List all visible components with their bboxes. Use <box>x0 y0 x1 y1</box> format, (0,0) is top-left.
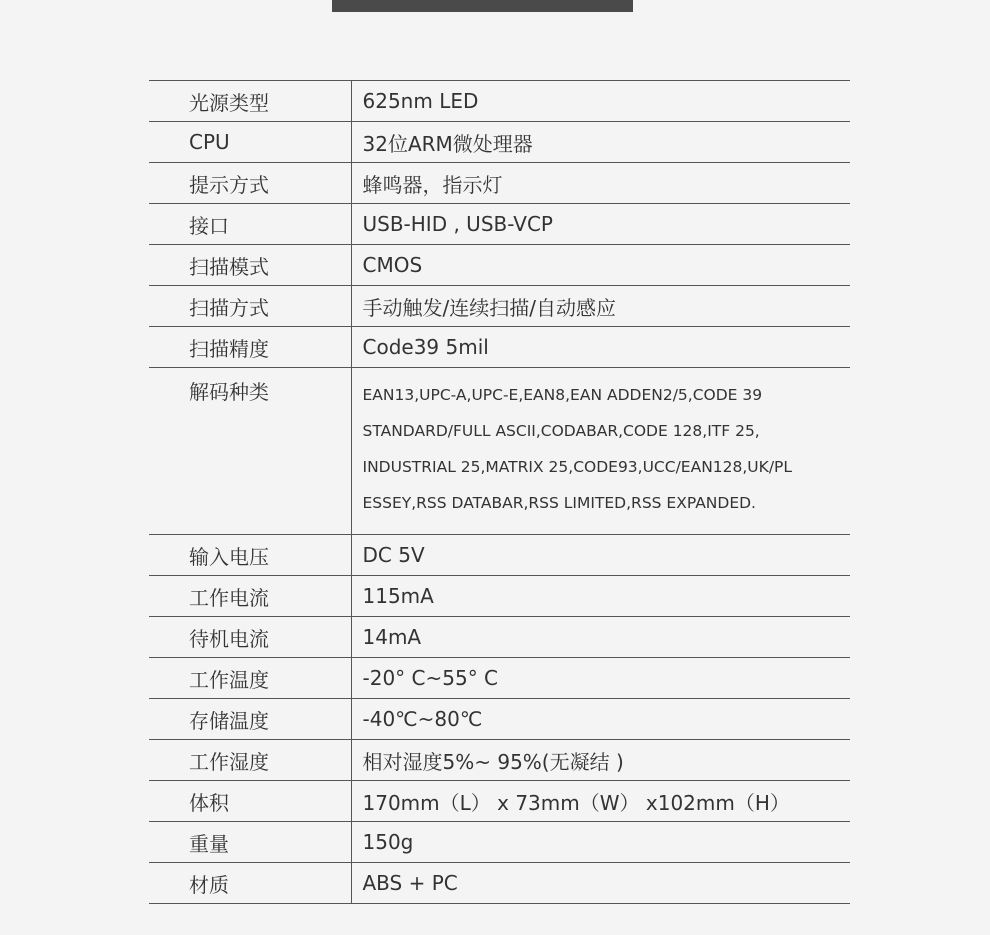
spec-value: 115mA <box>362 584 434 608</box>
spec-row-scan-method <box>149 286 850 327</box>
spec-row-working-current <box>149 576 850 617</box>
spec-value-decode-list <box>351 368 850 535</box>
spec-label: 重量 <box>149 822 351 863</box>
spec-value: 170mm（L） x 73mm（W） x102mm（H） <box>362 790 790 815</box>
decode-types-line: STANDARD/FULL ASCII,CODABAR,CODE 128,ITF 25, <box>362 422 760 440</box>
spec-label: 体积 <box>149 781 351 822</box>
spec-row-light-source <box>149 81 850 122</box>
spec-row-dimensions <box>149 781 850 822</box>
spec-row-storage-temperature <box>149 699 850 740</box>
spec-value: 相对湿度5%~ 95%(无凝结 ) <box>362 749 624 774</box>
spec-row-scan-precision <box>149 327 850 368</box>
spec-label: 解码种类 <box>149 368 351 535</box>
spec-row-input-voltage <box>149 535 850 576</box>
decode-types-line: EAN13,UPC-A,UPC-E,EAN8,EAN ADDEN2/5,CODE 39 <box>362 386 763 404</box>
spec-label: CPU <box>149 122 351 163</box>
spec-row-material <box>149 863 850 904</box>
decode-types-line: INDUSTRIAL 25,MATRIX 25,CODE93,UCC/EAN128,UK/PL <box>362 458 793 476</box>
spec-value: 150g <box>362 830 414 854</box>
spec-value: -40℃~80℃ <box>362 707 483 731</box>
spec-label: 输入电压 <box>149 535 351 576</box>
spec-label: 光源类型 <box>149 81 351 122</box>
spec-row-cpu <box>149 122 850 163</box>
spec-row-weight <box>149 822 850 863</box>
spec-value: ABS + PC <box>362 871 458 895</box>
spec-label: 工作温度 <box>149 658 351 699</box>
spec-row-standby-current <box>149 617 850 658</box>
spec-value: 手动触发/连续扫描/自动感应 <box>362 295 616 320</box>
spec-value: -20° C~55° C <box>362 666 499 690</box>
spec-value: 蜂鸣器，指示灯 <box>362 172 503 197</box>
spec-value: DC 5V <box>362 543 425 567</box>
spec-label: 材质 <box>149 863 351 904</box>
spec-table <box>149 80 850 904</box>
spec-label: 待机电流 <box>149 617 351 658</box>
decode-types-line: ESSEY,RSS DATABAR,RSS LIMITED,RSS EXPANDED. <box>362 494 756 512</box>
spec-row-interface <box>149 204 850 245</box>
top-banner-bar <box>332 0 633 12</box>
spec-label: 工作湿度 <box>149 740 351 781</box>
spec-row-working-humidity <box>149 740 850 781</box>
spec-row-prompt-mode <box>149 163 850 204</box>
spec-row-scan-mode <box>149 245 850 286</box>
spec-value: 32位ARM微处理器 <box>362 131 533 156</box>
spec-label: 接口 <box>149 204 351 245</box>
spec-label: 扫描方式 <box>149 286 351 327</box>
spec-label: 工作电流 <box>149 576 351 617</box>
spec-value: Code39 5mil <box>362 335 489 359</box>
spec-row-decode-types <box>149 368 850 535</box>
spec-value: 625nm LED <box>362 89 479 113</box>
spec-label: 扫描精度 <box>149 327 351 368</box>
spec-label: 扫描模式 <box>149 245 351 286</box>
spec-value: USB-HID , USB-VCP <box>362 212 553 236</box>
spec-row-working-temperature <box>149 658 850 699</box>
spec-value: CMOS <box>362 253 423 277</box>
spec-label: 提示方式 <box>149 163 351 204</box>
spec-label: 存储温度 <box>149 699 351 740</box>
spec-value: 14mA <box>362 625 422 649</box>
